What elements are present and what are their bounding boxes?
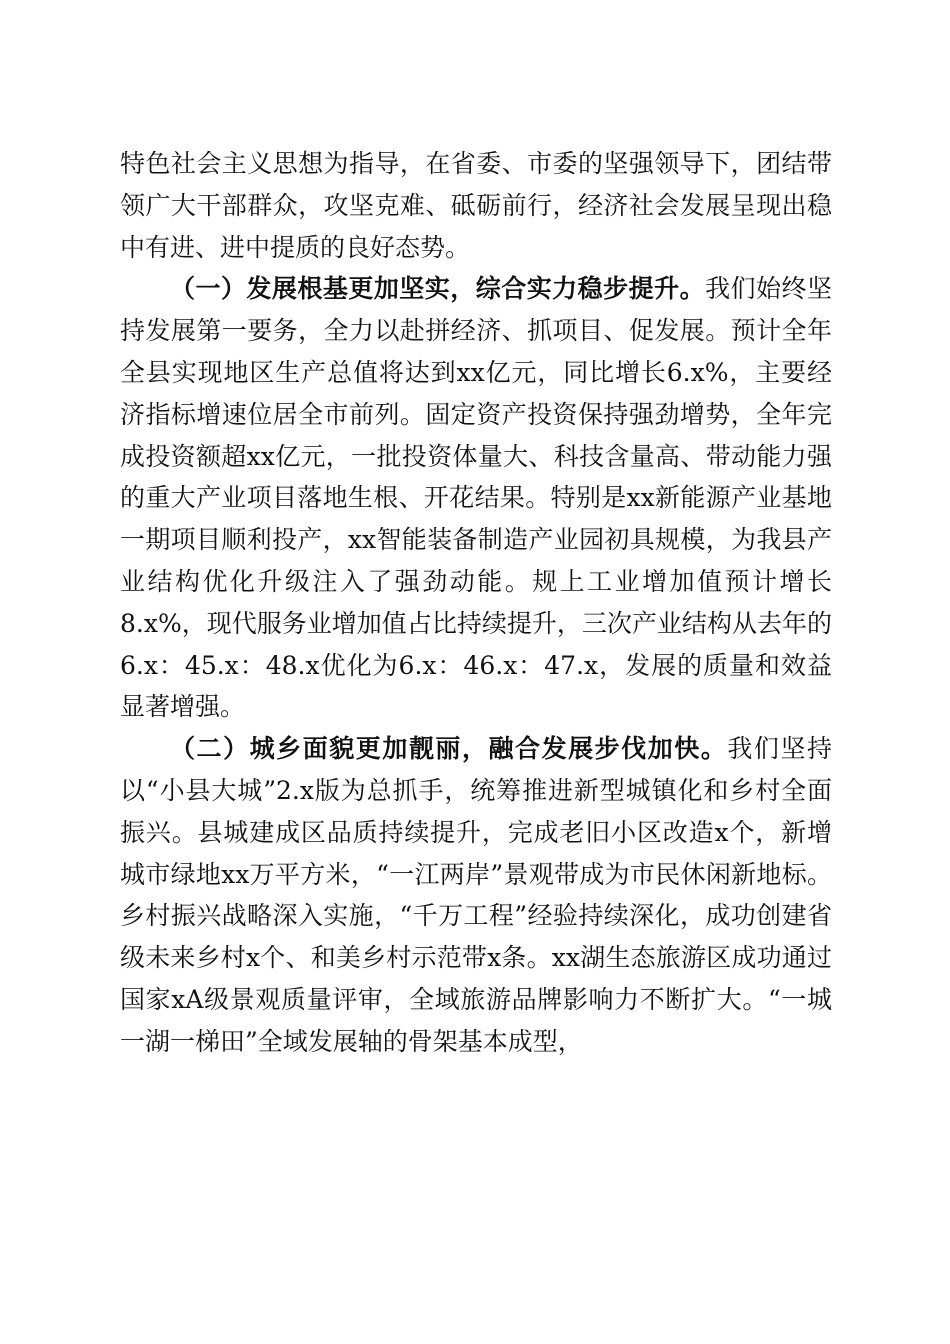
paragraph-section-two: [120, 728, 832, 1062]
paragraph-intro-continuation: [120, 143, 832, 268]
paragraph-body: 我们坚持以“小县大城”2.x版为总抓手，统筹推进新型城镇化和乡村全面振兴。县城建成区品质持续提升，完成老旧小区改造x个，新增城市绿地xx万平方米，“一江两岸”景观带成为市民休闲新地标。乡村振兴战略深入实施，“千万工程”经验持续深化，成功创建省级未来乡村x个、和美乡村示范带x条。xx湖生态旅游区成功通过国家xA级景观质量评审，全域旅游品牌影响力不断扩大。“一城一湖一梯田”全域发展轴的骨架基本成型，: [120, 734, 832, 1056]
section-one-heading: （一）发展根基更加坚实，综合实力稳步提升。: [170, 274, 706, 304]
paragraph-body: 我们始终坚持发展第一要务，全力以赴拼经济、抓项目、促发展。预计全年全县实现地区生产总值将达到xx亿元，同比增长6.x%，主要经济指标增速位居全市前列。固定资产投资保持强劲增势，全年完成投资额超xx亿元，一批投资体量大、科技含量高、带动能力强的重大产业项目落地生根、开花结果。特别是xx新能源产业基地一期项目顺利投产，xx智能装备制造产业园初具规模，为我县产业结构优化升级注入了强劲动能。规上工业增加值预计增长8.x%，现代服务业增加值占比持续提升，三次产业结构从去年的6.x：45.x：48.x优化为6.x：46.x：47.x，发展的质量和效益显著增强。: [120, 274, 832, 722]
paragraph-section-one: [120, 268, 832, 728]
section-two-heading: （二）城乡面貌更加靓丽，融合发展步伐加快。: [170, 734, 728, 764]
document-body: [120, 143, 832, 1063]
paragraph-body: 特色社会主义思想为指导，在省委、市委的坚强领导下，团结带领广大干部群众，攻坚克难、砥砺前行，经济社会发展呈现出稳中有进、进中提质的良好态势。: [120, 149, 832, 262]
